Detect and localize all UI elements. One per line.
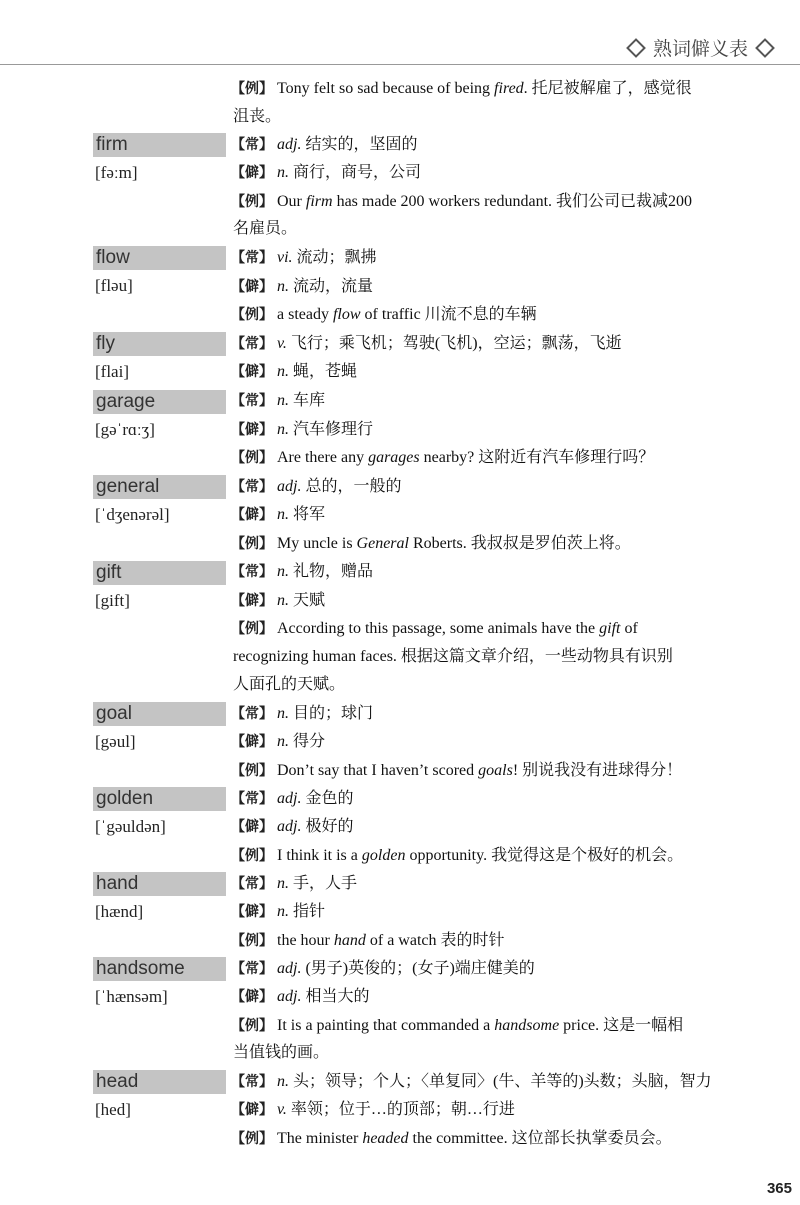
definition: 总的，一般的: [301, 478, 402, 495]
definition: 极好的: [301, 818, 354, 835]
rare-meaning: [231, 816, 771, 838]
example-tag: 【 例 】: [231, 307, 273, 323]
definition: 商行，商号，公司: [289, 164, 422, 181]
rare-tag: 【 僻 】: [231, 165, 273, 181]
example-tag: 【 例 】: [231, 1018, 273, 1034]
pos: n.: [277, 903, 289, 920]
example-pre: the hour: [277, 932, 334, 949]
common-tag: 【 常 】: [231, 564, 273, 580]
example-tag: 【 例 】: [231, 621, 273, 637]
example: [231, 760, 771, 782]
example-text-post: . 托尼被解雇了，感觉很: [523, 80, 692, 97]
pos: adj.: [277, 960, 302, 977]
rare-tag: 【 僻 】: [231, 593, 273, 609]
rare-tag: 【 僻 】: [231, 989, 273, 1005]
common-meaning: [231, 247, 771, 269]
common-meaning: [231, 873, 771, 895]
example-keyword: flow: [332, 306, 361, 323]
example: [231, 191, 771, 213]
example-pre: It is a painting that commanded a: [277, 1017, 495, 1034]
phonetic: [fəːm]: [95, 163, 138, 182]
definition: 目的；球门: [289, 705, 374, 722]
common-tag: 【 常 】: [231, 876, 273, 892]
example-cont: 名雇员。: [233, 220, 298, 237]
headword: hand: [93, 872, 226, 896]
example-pre: Our: [277, 193, 306, 210]
pos: adj.: [277, 988, 302, 1005]
example-keyword: garages: [368, 449, 420, 466]
definition: 汽车修理行: [289, 421, 374, 438]
example: [231, 930, 771, 952]
common-tag: 【 常 】: [231, 393, 273, 409]
definition: 相当大的: [301, 988, 370, 1005]
example: [231, 447, 771, 469]
example-pre: a steady: [277, 306, 333, 323]
rare-meaning: [231, 419, 771, 441]
example-keyword: headed: [362, 1130, 409, 1147]
pos: n.: [277, 1073, 289, 1090]
rare-tag: 【 僻 】: [231, 364, 273, 380]
top-example-line: [231, 78, 771, 100]
definition: 流动，流量: [289, 278, 374, 295]
example-keyword: General: [356, 535, 409, 552]
definition: 金色的: [301, 790, 354, 807]
page-number: 365: [766, 1180, 792, 1197]
pos: n.: [277, 278, 289, 295]
example-pre: The minister: [277, 1130, 363, 1147]
pos: adj.: [277, 790, 302, 807]
pos: v.: [277, 335, 287, 352]
example-pre: I think it is a: [277, 847, 362, 864]
pos: n.: [277, 363, 289, 380]
pos: n.: [277, 421, 289, 438]
definition: 天赋: [289, 592, 326, 609]
pos: adj.: [277, 818, 302, 835]
example-pre: According to this passage, some animals have the: [277, 620, 600, 637]
common-tag: 【 常 】: [231, 137, 273, 153]
common-tag: 【 常 】: [231, 336, 273, 352]
example: [231, 1128, 771, 1150]
common-meaning: [231, 703, 771, 725]
pos: n.: [277, 164, 289, 181]
pos: vi.: [277, 249, 293, 266]
phonetic: [gift]: [95, 591, 130, 610]
example-keyword: handsome: [494, 1017, 560, 1034]
example-pre: My uncle is: [277, 535, 357, 552]
example: [231, 533, 771, 555]
definition: 结实的，坚固的: [301, 136, 418, 153]
definition: 飞行；乘飞机；驾驶(飞机)，空运；飘荡，飞逝: [286, 335, 622, 352]
definition: 头；领导；个人；〈单复同〉(牛、羊等的)头数；头脑，智力: [289, 1073, 712, 1090]
definition: 将军: [289, 506, 326, 523]
phonetic: [ˈgəuldən]: [95, 817, 166, 836]
header-title: 熟词僻义表: [652, 38, 748, 60]
example-post: nearby? 这附近有汽车修理行吗？: [419, 449, 655, 466]
headword: flow: [93, 246, 226, 270]
common-tag: 【 常 】: [231, 961, 273, 977]
common-tag: 【 常 】: [231, 791, 273, 807]
rare-meaning: [231, 361, 771, 383]
common-tag: 【 常 】: [231, 250, 273, 266]
top-example-cont: 沮丧。: [233, 108, 282, 125]
common-meaning: [231, 788, 771, 810]
rare-meaning: [231, 986, 771, 1008]
definition: 礼物，赠品: [289, 563, 374, 580]
common-meaning: [231, 1071, 771, 1093]
rare-meaning: [231, 731, 771, 753]
example-tag: 【 例 】: [231, 763, 273, 779]
definition: 手，人手: [289, 875, 358, 892]
phonetic: [ˈhænsəm]: [95, 987, 168, 1006]
example-keyword: hand: [333, 932, 366, 949]
phonetic: [hed]: [95, 1100, 131, 1119]
common-tag: 【 常 】: [231, 1074, 273, 1090]
header-divider: [0, 64, 800, 65]
example-post: of a watch 表的时针: [365, 932, 505, 949]
phonetic: [ˈdʒenərəl]: [95, 505, 170, 524]
example: [231, 1015, 771, 1037]
rare-meaning: [231, 504, 771, 526]
headword: fly: [93, 332, 226, 356]
example-post: has made 200 workers redundant. 我们公司已裁减200: [332, 193, 693, 210]
example-tag: 【 例 】: [231, 81, 273, 97]
pos: n.: [277, 733, 289, 750]
example-keyword: firm: [305, 193, 333, 210]
example-keyword: goals: [478, 762, 513, 779]
example-keyword: gift: [599, 620, 621, 637]
definition: 率领；位于…的顶部；朝…行进: [286, 1101, 515, 1118]
headword: handsome: [93, 957, 226, 981]
example-pre: Are there any: [277, 449, 369, 466]
headword: goal: [93, 702, 226, 726]
header-title-wrap: [625, 34, 776, 61]
example-tag: 【 例 】: [231, 450, 273, 466]
common-meaning: [231, 134, 771, 156]
definition: 车库: [289, 392, 326, 409]
example-post: opportunity. 我觉得这是个极好的机会。: [405, 847, 684, 864]
phonetic: [hænd]: [95, 902, 144, 921]
pos: n.: [277, 392, 289, 409]
example: [231, 618, 771, 640]
example-post: ! 别说我没有进球得分！: [512, 762, 683, 779]
pos: n.: [277, 705, 289, 722]
headword: golden: [93, 787, 226, 811]
phonetic: [gəul]: [95, 732, 136, 751]
headword: firm: [93, 133, 226, 157]
example-keyword: golden: [361, 847, 406, 864]
pos: n.: [277, 592, 289, 609]
rare-tag: 【 僻 】: [231, 1102, 273, 1118]
pos: adj.: [277, 136, 302, 153]
definition: 得分: [289, 733, 326, 750]
pos: n.: [277, 875, 289, 892]
common-tag: 【 常 】: [231, 706, 273, 722]
example-cont: 当值钱的画。: [233, 1044, 330, 1061]
rare-tag: 【 僻 】: [231, 507, 273, 523]
rare-meaning: [231, 276, 771, 298]
rare-meaning: [231, 1099, 771, 1121]
diamond-icon-right: [755, 38, 775, 58]
headword: head: [93, 1070, 226, 1094]
headword: garage: [93, 390, 226, 414]
pos: n.: [277, 506, 289, 523]
example-post: the committee. 这位部长执掌委员会。: [408, 1130, 672, 1147]
common-meaning: [231, 390, 771, 412]
headword: general: [93, 475, 226, 499]
phonetic: [flai]: [95, 362, 129, 381]
rare-tag: 【 僻 】: [231, 904, 273, 920]
example-cont-2: 人面孔的天赋。: [233, 676, 346, 693]
common-meaning: [231, 333, 771, 355]
example-cont: recognizing human faces. 根据这篇文章介绍，一些动物具有识别: [233, 648, 673, 665]
definition: 蝇，苍蝇: [289, 363, 358, 380]
example-text-pre: Tony felt so sad because of being: [277, 80, 495, 97]
example-tag: 【 例 】: [231, 933, 273, 949]
rare-meaning: [231, 901, 771, 923]
example-tag: 【 例 】: [231, 194, 273, 210]
common-meaning: [231, 561, 771, 583]
example-post: of traffic 川流不息的车辆: [360, 306, 537, 323]
definition: (男子)英俊的；(女子)端庄健美的: [301, 960, 535, 977]
example-post: price. 这是一幅相: [559, 1017, 684, 1034]
rare-tag: 【 僻 】: [231, 734, 273, 750]
common-tag: 【 常 】: [231, 479, 273, 495]
definition: 流动；飘拂: [292, 249, 377, 266]
example-keyword: fired: [494, 80, 524, 97]
example-post: Roberts. 我叔叔是罗伯茨上将。: [408, 535, 631, 552]
phonetic: [gəˈrɑːʒ]: [95, 420, 155, 439]
common-meaning: [231, 958, 771, 980]
example-pre: Don’t say that I haven’t scored: [277, 762, 479, 779]
definition: 指针: [289, 903, 326, 920]
example-post: of: [620, 620, 638, 637]
headword: gift: [93, 561, 226, 585]
diamond-icon-left: [626, 38, 646, 58]
example-tag: 【 例 】: [231, 848, 273, 864]
rare-tag: 【 僻 】: [231, 422, 273, 438]
pos: n.: [277, 563, 289, 580]
example-tag: 【 例 】: [231, 536, 273, 552]
rare-tag: 【 僻 】: [231, 279, 273, 295]
example-tag: 【 例 】: [231, 1131, 273, 1147]
example: [231, 845, 771, 867]
rare-tag: 【 僻 】: [231, 819, 273, 835]
rare-meaning: [231, 162, 771, 184]
page-header: [0, 0, 800, 66]
phonetic: [fləu]: [95, 276, 133, 295]
rare-meaning: [231, 590, 771, 612]
common-meaning: [231, 476, 771, 498]
pos: adj.: [277, 478, 302, 495]
example: [231, 304, 771, 326]
pos: v.: [277, 1101, 287, 1118]
